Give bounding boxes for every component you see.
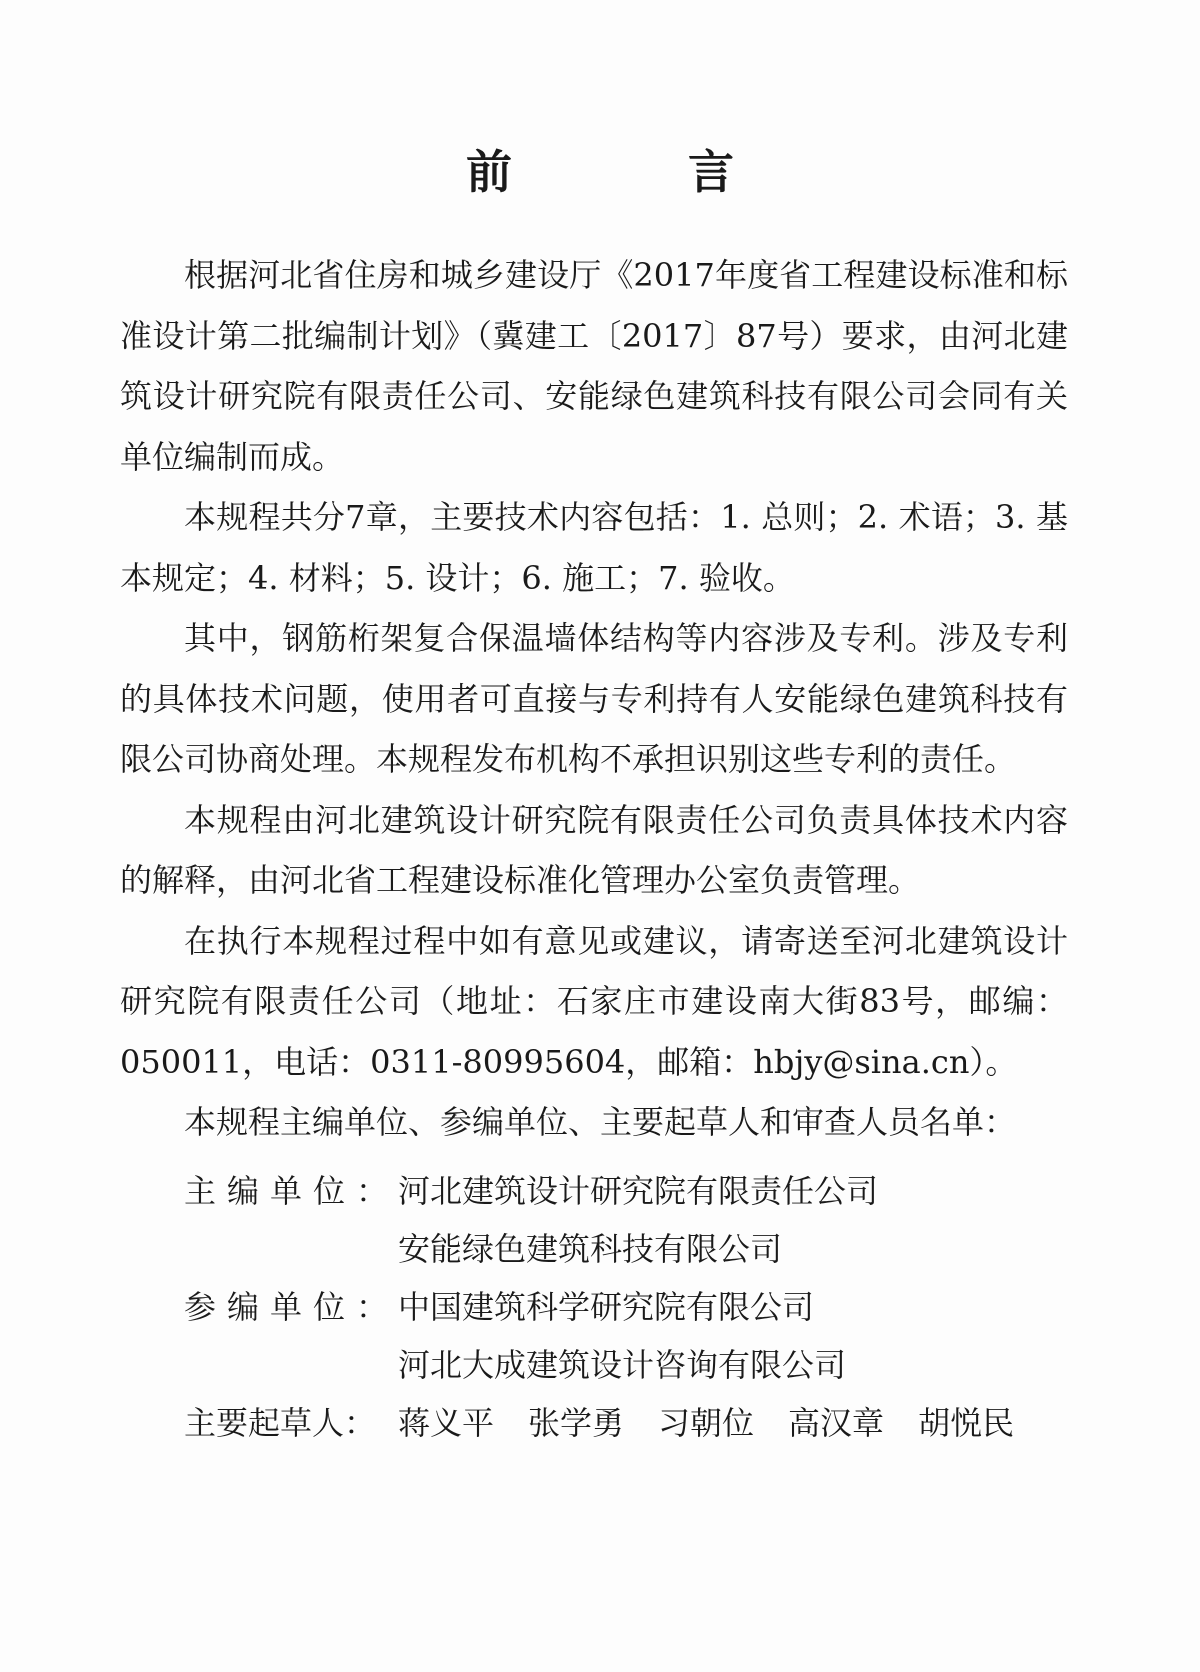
label-char: 单 <box>269 1172 302 1210</box>
roster-row-participating-2 <box>184 1336 1068 1394</box>
paragraph-patent-notice: 其中，钢筋桁架复合保温墙体结构等内容涉及专利。涉及专利的具体技术问题，使用者可直接与专利持有人安能绿色建筑科技有限公司协商处理。本规程发布机构不承担识别这些专利的责任。 <box>120 619 1068 778</box>
drafter-name: 习朝位 <box>658 1404 755 1442</box>
drafters-label: 主要起草人： <box>184 1404 377 1442</box>
drafter-name: 蒋义平 <box>398 1404 495 1442</box>
label-char: 单 <box>269 1288 302 1326</box>
chief-unit: 安能绿色建筑科技有限公司 <box>398 1230 783 1268</box>
paragraph-feedback-contact: 在执行本规程过程中如有意见或建议，请寄送至河北建筑设计研究院有限责任公司（地址：石家庄市建设南大街83号，邮编：050011，电话：0311-80995604，邮箱：hbjy@sina.cn）。 <box>120 921 1068 1081</box>
roster-row-drafters <box>184 1394 1068 1452</box>
paragraph-chapter-overview: 本规程共分7章，主要技术内容包括：1. 总则；2. 术语；3. 基本规定；4. 材料；5. 设计；6. 施工；7. 验收。 <box>120 498 1068 597</box>
label-char: ： <box>355 1172 388 1210</box>
participating-unit: 中国建筑科学研究院有限公司 <box>398 1288 815 1326</box>
page-title: 前 言 <box>465 145 814 199</box>
roster-intro: 本规程主编单位、参编单位、主要起草人和审查人员名单： <box>184 1103 1017 1141</box>
paragraph-interpretation: 本规程由河北建筑设计研究院有限责任公司负责具体技术内容的解释，由河北省工程建设标准化管理办公室负责管理。 <box>120 800 1068 899</box>
label-char: 编 <box>226 1288 259 1326</box>
label-char: 编 <box>226 1172 259 1210</box>
drafter-name: 胡悦民 <box>918 1404 1015 1442</box>
label-char: 主 <box>184 1172 217 1210</box>
label-char: 位 <box>312 1288 345 1326</box>
paragraph-compilation-basis: 根据河北省住房和城乡建设厅《2017年度省工程建设标准和标准设计第二批编制计划》（冀建工〔2017〕87号）要求，由河北建筑设计研究院有限责任公司、安能绿色建筑科技有限公司会同有关单位编制而成。 <box>120 256 1068 476</box>
label-char: 参 <box>184 1288 217 1326</box>
roster-row-participating <box>184 1278 1068 1336</box>
roster-row-chief-2 <box>184 1220 1068 1278</box>
preface-body <box>120 245 1068 1153</box>
roster-row-chief <box>184 1162 1068 1220</box>
chief-unit: 河北建筑设计研究院有限责任公司 <box>398 1172 879 1210</box>
label-char: 位 <box>312 1172 345 1210</box>
drafters-list <box>398 1394 1068 1452</box>
drafter-name: 高汉章 <box>788 1404 885 1442</box>
participating-unit: 河北大成建筑设计咨询有限公司 <box>398 1346 847 1384</box>
roster <box>184 1162 1068 1452</box>
label-char: ： <box>355 1288 388 1326</box>
participating-units-label <box>184 1278 398 1336</box>
drafter-name: 张学勇 <box>528 1404 625 1442</box>
chief-units-label <box>184 1162 398 1220</box>
